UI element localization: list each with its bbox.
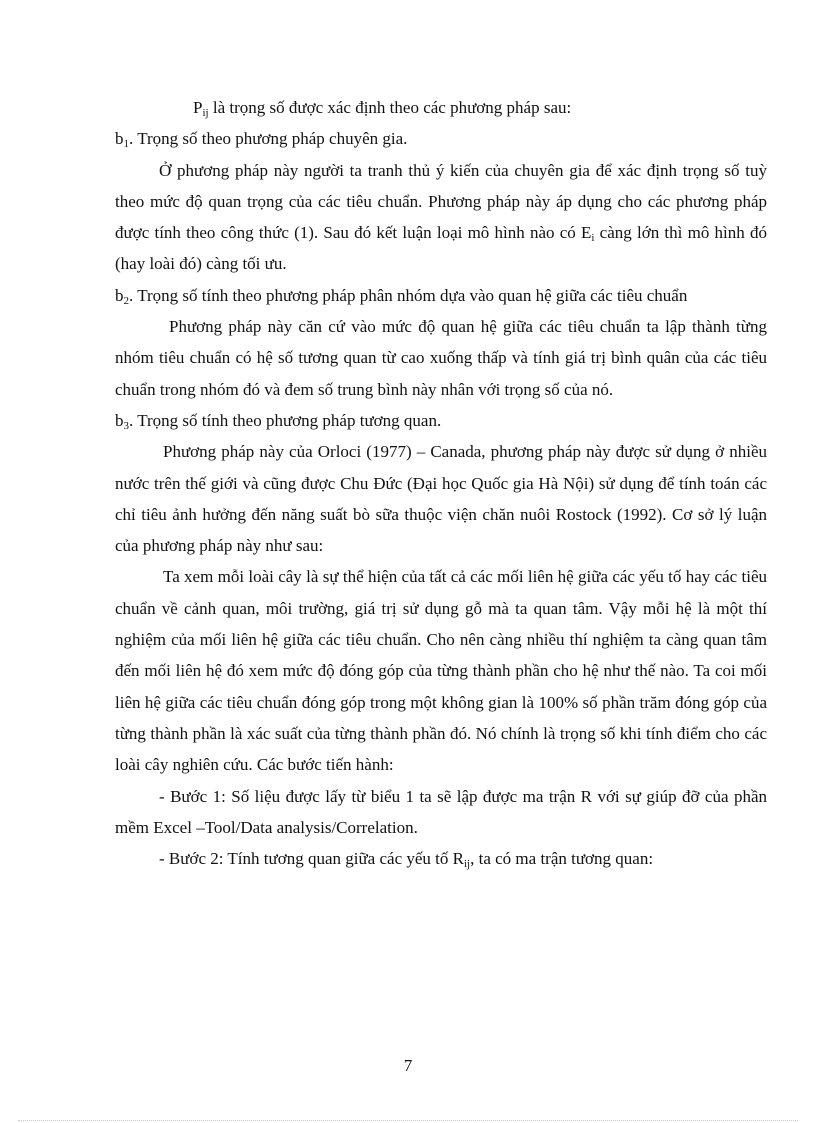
step-2-paragraph: - Bước 2: Tính tương quan giữa các yếu tố $R_{ij}$, ta có ma trận tương quan:: [159, 849, 654, 871]
page-number: 7: [403, 1056, 413, 1075]
correlation-method-paragraph: Phương pháp này của Orloci (1977) – Canada, phương pháp này được sử dụng ở nhiều nước trên thế giới và cũng được Chu Đức (Đại học Quốc gia Hà Nội) sử dụng để tính toán các chỉ tiêu ảnh hưởng đến năng suất bò sữa thuộc viện chăn nuôi Rostock (1992). Cơ sở lý luận của phương pháp này như sau:: [115, 442, 767, 556]
page-body: [115, 92, 767, 874]
section-heading-b1: $b_1$. Trọng số theo phương pháp chuyên gia.: [115, 129, 408, 151]
page-bottom-divider: [18, 1120, 798, 1121]
grouping-method-paragraph: Phương pháp này căn cứ vào mức độ quan hệ giữa các tiêu chuẩn ta lập thành từng nhóm tiêu chuẩn có hệ số tương quan từ cao xuống thấp và tính giá trị bình quân của các tiêu chuẩn trong nhóm đó và đem số trung bình này nhân với trọng số của nó.: [115, 317, 767, 399]
intro-paragraph: $P_{ij}$ là trọng số được xác định theo các phương pháp sau:: [193, 98, 572, 119]
section-heading-b2: $b_2$. Trọng số tính theo phương pháp phân nhóm dựa vào quan hệ giữa các tiêu chuẩn: [115, 285, 688, 307]
theory-paragraph: Ta xem mỗi loài cây là sự thể hiện của tất cả các mối liên hệ giữa các yếu tố hay các tiêu chuẩn về cảnh quan, môi trường, giá trị sử dụng gỗ mà ta quan tâm. Vậy mỗi hệ là một thí nghiệm của mối liên hệ giữa các tiêu chuẩn. Cho nên càng nhiều thí nghiệm ta càng quan tâm đến mối liên hệ đó xem mức độ đóng góp của từng thành phần cho hệ như thế nào. Ta coi mối liên hệ giữa các tiêu chuẩn đóng góp trong một không gian là 100% số phần trăm đóng góp của từng thành phần là xác suất của từng thành phần đó. Nó chính là trọng số khi tính điểm cho các loài cây nghiên cứu. Các bước tiến hành:: [115, 567, 767, 775]
expert-method-paragraph: Ở phương pháp này người ta tranh thủ ý kiến của chuyên gia để xác định trọng số tuỳ theo mức độ quan trọng của các tiêu chuẩn. Phương pháp này áp dụng cho các phương pháp được tính theo công thức (1). Sau đó kết luận loại mô hình nào có $E_i$ càng lớn thì mô hình đó (hay loài đó) càng tối ưu.: [115, 160, 767, 274]
section-heading-b3: $b_3$. Trọng số tính theo phương pháp tương quan.: [115, 410, 442, 432]
step-1-paragraph: - Bước 1: Số liệu được lấy từ biểu 1 ta sẽ lập được ma trận R với sự giúp đỡ của phần mềm Excel –Tool/Data analysis/Correlation.: [115, 786, 767, 837]
